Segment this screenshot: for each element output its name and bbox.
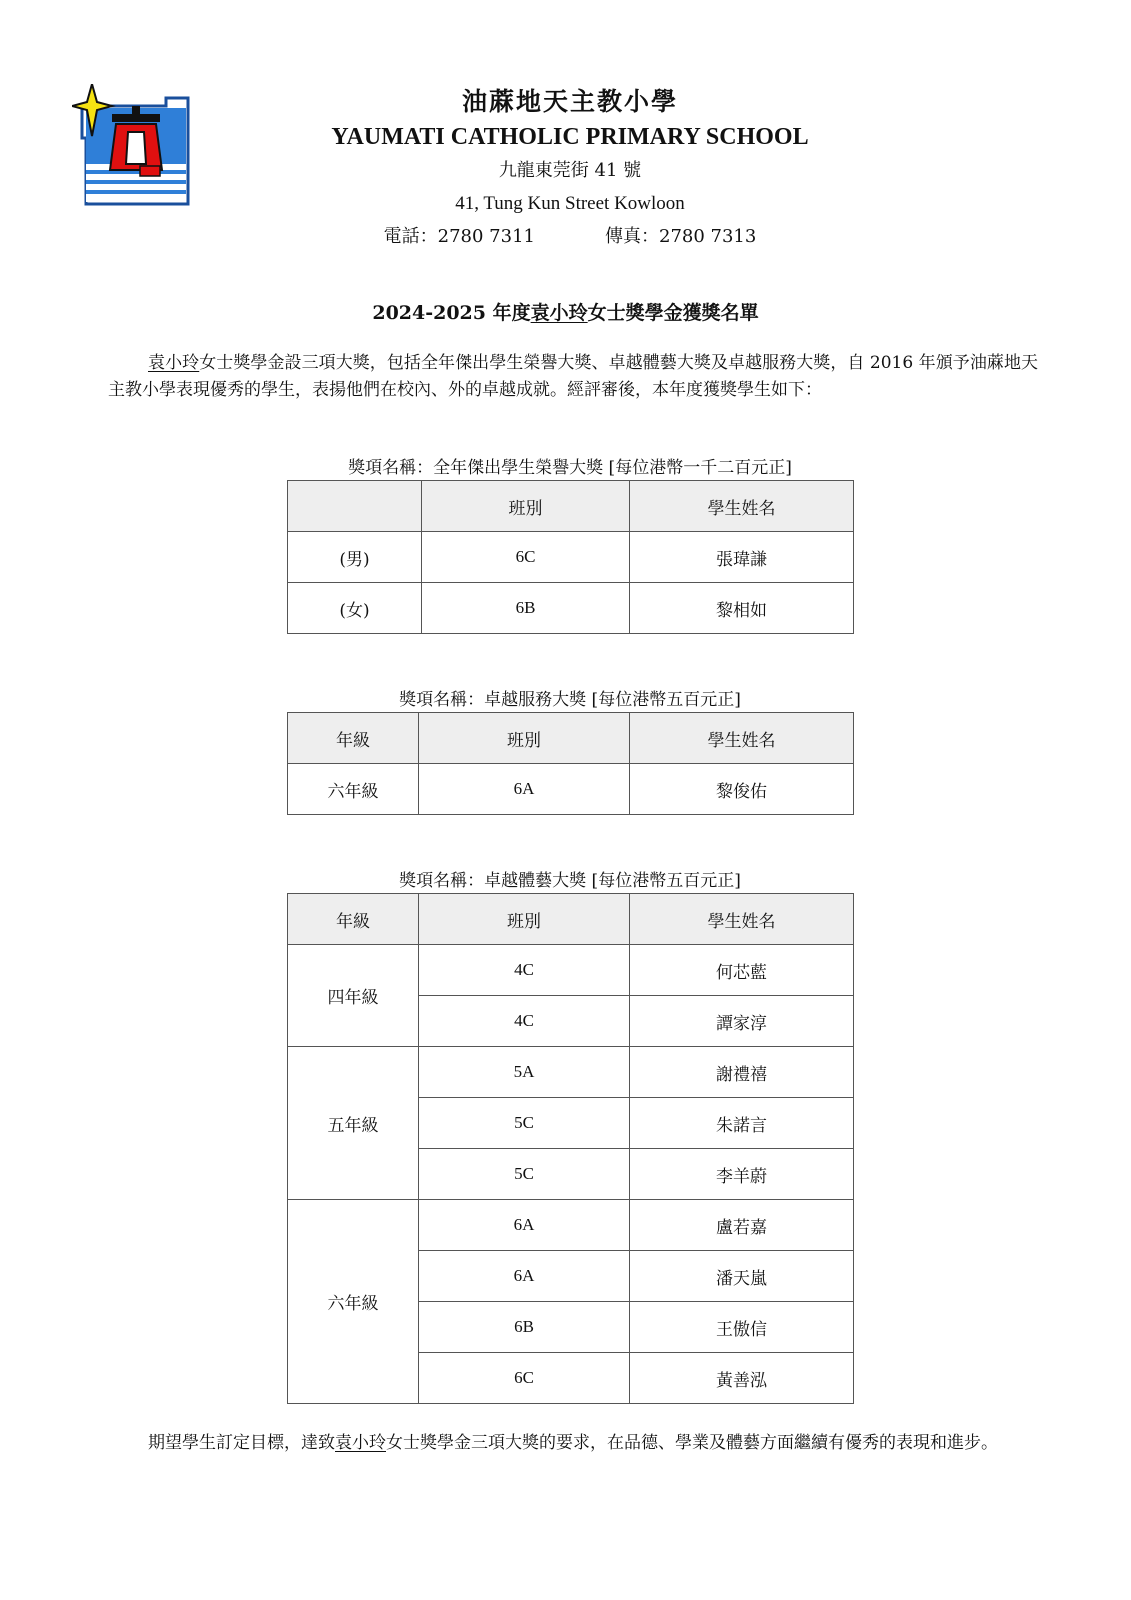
class-cell: 5C <box>419 1098 630 1149</box>
address-en: 41, Tung Kun Street Kowloon <box>455 193 685 214</box>
closing-text-after: 女士獎學金三項大獎的要求，在品德、學業及體藝方面繼續有優秀的表現和進步。 <box>386 1433 998 1453</box>
award-caption-service: 獎項名稱：卓越服務大獎 [每位港幣五百元正] <box>399 690 741 710</box>
student-name-cell: 張瑋謙 <box>630 532 854 583</box>
student-name-cell: 朱諾言 <box>630 1098 854 1149</box>
closing-paragraph <box>108 1430 1038 1457</box>
award-caption-outstanding: 獎項名稱：全年傑出學生榮譽大獎 [每位港幣一千二百元正] <box>348 458 792 478</box>
grade-cell: 四年級 <box>288 945 419 1047</box>
table-row <box>288 1200 854 1251</box>
header-cell: 學生姓名 <box>630 713 854 764</box>
student-name-cell: 何芯藍 <box>630 945 854 996</box>
header-cell: 年級 <box>288 713 419 764</box>
grade-cell: 五年級 <box>288 1047 419 1200</box>
class-cell: 5A <box>419 1047 630 1098</box>
header-cell: 班別 <box>419 713 630 764</box>
award-table-sports-arts <box>287 893 854 1404</box>
student-name-cell: 黎俊佑 <box>630 764 854 815</box>
closing-text-before: 期望學生訂定目標，達致 <box>148 1433 335 1453</box>
header-cell: 學生姓名 <box>630 481 854 532</box>
table-header-row <box>288 481 854 532</box>
award-table-outstanding <box>287 480 854 634</box>
intro-text: 女士獎學金設三項大獎，包括全年傑出學生榮譽大獎、卓越體藝大獎及卓越服務大獎，自 2016 年頒予油蔴地天主教小學表現優秀的學生，表揚他們在校內、外的卓越成就。經評審後，本年度獲獎學生如下： <box>108 353 1038 400</box>
header-cell: 班別 <box>422 481 630 532</box>
header-cell: 年級 <box>288 894 419 945</box>
student-name-cell: 李羊蔚 <box>630 1149 854 1200</box>
address-zh: 九龍東莞街 41 號 <box>498 160 642 181</box>
header-cell: 學生姓名 <box>630 894 854 945</box>
school-logo-icon <box>72 84 192 210</box>
table-row <box>288 532 854 583</box>
school-name-zh: 油蔴地天主教小學 <box>461 87 678 116</box>
table-row <box>288 764 854 815</box>
student-name-cell: 盧若嘉 <box>630 1200 854 1251</box>
class-cell: 6A <box>419 1200 630 1251</box>
class-cell: 4C <box>419 945 630 996</box>
document-title <box>0 298 1131 325</box>
student-name-cell: 譚家淳 <box>630 996 854 1047</box>
group-cell: (女) <box>288 583 422 634</box>
class-cell: 6C <box>422 532 630 583</box>
grade-cell: 六年級 <box>288 1200 419 1404</box>
school-name-en: YAUMATI CATHOLIC PRIMARY SCHOOL <box>331 124 809 150</box>
class-cell: 4C <box>419 996 630 1047</box>
student-name-cell: 黎相如 <box>630 583 854 634</box>
student-name-cell: 潘天嵐 <box>630 1251 854 1302</box>
title-person-name: 袁小玲 <box>530 302 588 324</box>
class-cell: 6B <box>419 1302 630 1353</box>
letterhead <box>230 84 910 253</box>
class-cell: 6C <box>419 1353 630 1404</box>
table-row <box>288 945 854 996</box>
fax-number: 傳真：2780 7313 <box>605 226 757 247</box>
phone-number: 電話：2780 7311 <box>383 226 535 247</box>
title-prefix: 2024-2025 年度 <box>372 302 531 324</box>
table-header-row <box>288 713 854 764</box>
table-row <box>288 583 854 634</box>
student-name-cell: 黃善泓 <box>630 1353 854 1404</box>
class-cell: 6A <box>419 764 630 815</box>
grade-cell: 六年級 <box>288 764 419 815</box>
class-cell: 6B <box>422 583 630 634</box>
table-row <box>288 1047 854 1098</box>
contact-line <box>230 220 910 253</box>
intro-paragraph <box>108 350 1038 404</box>
group-cell: (男) <box>288 532 422 583</box>
intro-person-name: 袁小玲 <box>148 353 200 373</box>
student-name-cell: 王傲信 <box>630 1302 854 1353</box>
title-suffix: 女士獎學金獲獎名單 <box>587 302 759 324</box>
table-header-row <box>288 894 854 945</box>
award-caption-sports-arts: 獎項名稱：卓越體藝大獎 [每位港幣五百元正] <box>399 871 741 891</box>
header-cell <box>288 481 422 532</box>
class-cell: 5C <box>419 1149 630 1200</box>
header-cell: 班別 <box>419 894 630 945</box>
student-name-cell: 謝禮禧 <box>630 1047 854 1098</box>
award-table-service <box>287 712 854 815</box>
class-cell: 6A <box>419 1251 630 1302</box>
closing-person-name: 袁小玲 <box>335 1433 386 1453</box>
